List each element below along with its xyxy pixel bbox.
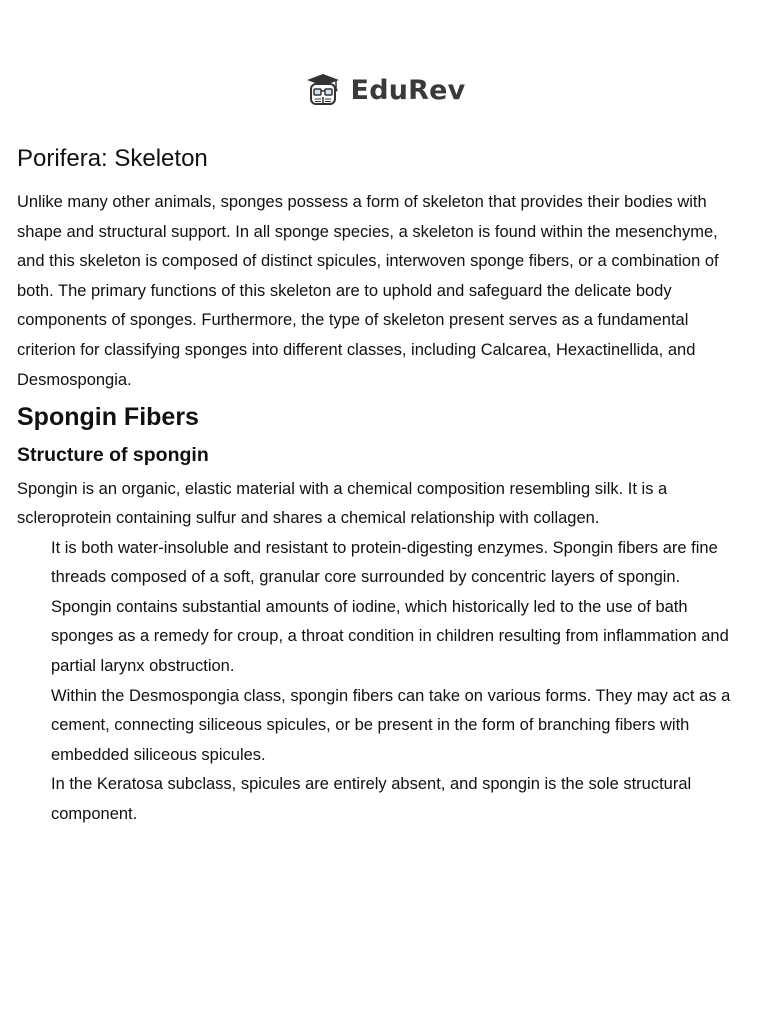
document-body [17, 142, 747, 830]
section-heading: Spongin Fibers [17, 403, 199, 432]
points-list [17, 534, 747, 830]
subsection-heading: Structure of spongin [17, 444, 209, 467]
logo-group [303, 72, 466, 108]
list-item: Spongin contains substantial amounts of iodine, which historically led to the use of bath sponges as a remedy for croup, a throat condition in children resulting from inflammation and partial larynx obstruction. [51, 597, 729, 675]
page-title: Porifera: Skeleton [17, 145, 208, 172]
intro-paragraph: Unlike many other animals, sponges possess a form of skeleton that provides their bodies with shape and structural support. In all sponge species, a skeleton is found within the mesenchyme, and this skeleton is composed of distinct spicules, interwoven sponge fibers, or a combination of both. The primary functions of this skeleton are to uphold and safeguard the delicate body components of sponges. Furthermore, the type of skeleton present serves as a fundamental criterion for classifying sponges into different classes, including Calcarea, Hexactinellida, and Desmospongia. [17, 193, 719, 389]
edurev-logo [0, 72, 768, 108]
list-item: Within the Desmospongia class, spongin fibers can take on various forms. They may act as a cement, connecting siliceous spicules, or be present in the form of branching fibers with embedded siliceous spicules. [51, 686, 731, 764]
list-item: It is both water-insoluble and resistant to protein-digesting enzymes. Spongin fibers are fine threads composed of a soft, granular core surrounded by concentric layers of spongin. [51, 538, 718, 587]
logo-wordmark: EduRev [350, 74, 466, 106]
graduation-cap-book-icon [303, 72, 343, 108]
list-item: In the Keratosa subclass, spicules are entirely absent, and spongin is the sole structural component. [51, 775, 692, 823]
subsection-paragraph: Spongin is an organic, elastic material with a chemical composition resembling silk. It is a scleroprotein containing sulfur and shares a chemical relationship with collagen. [17, 480, 668, 528]
